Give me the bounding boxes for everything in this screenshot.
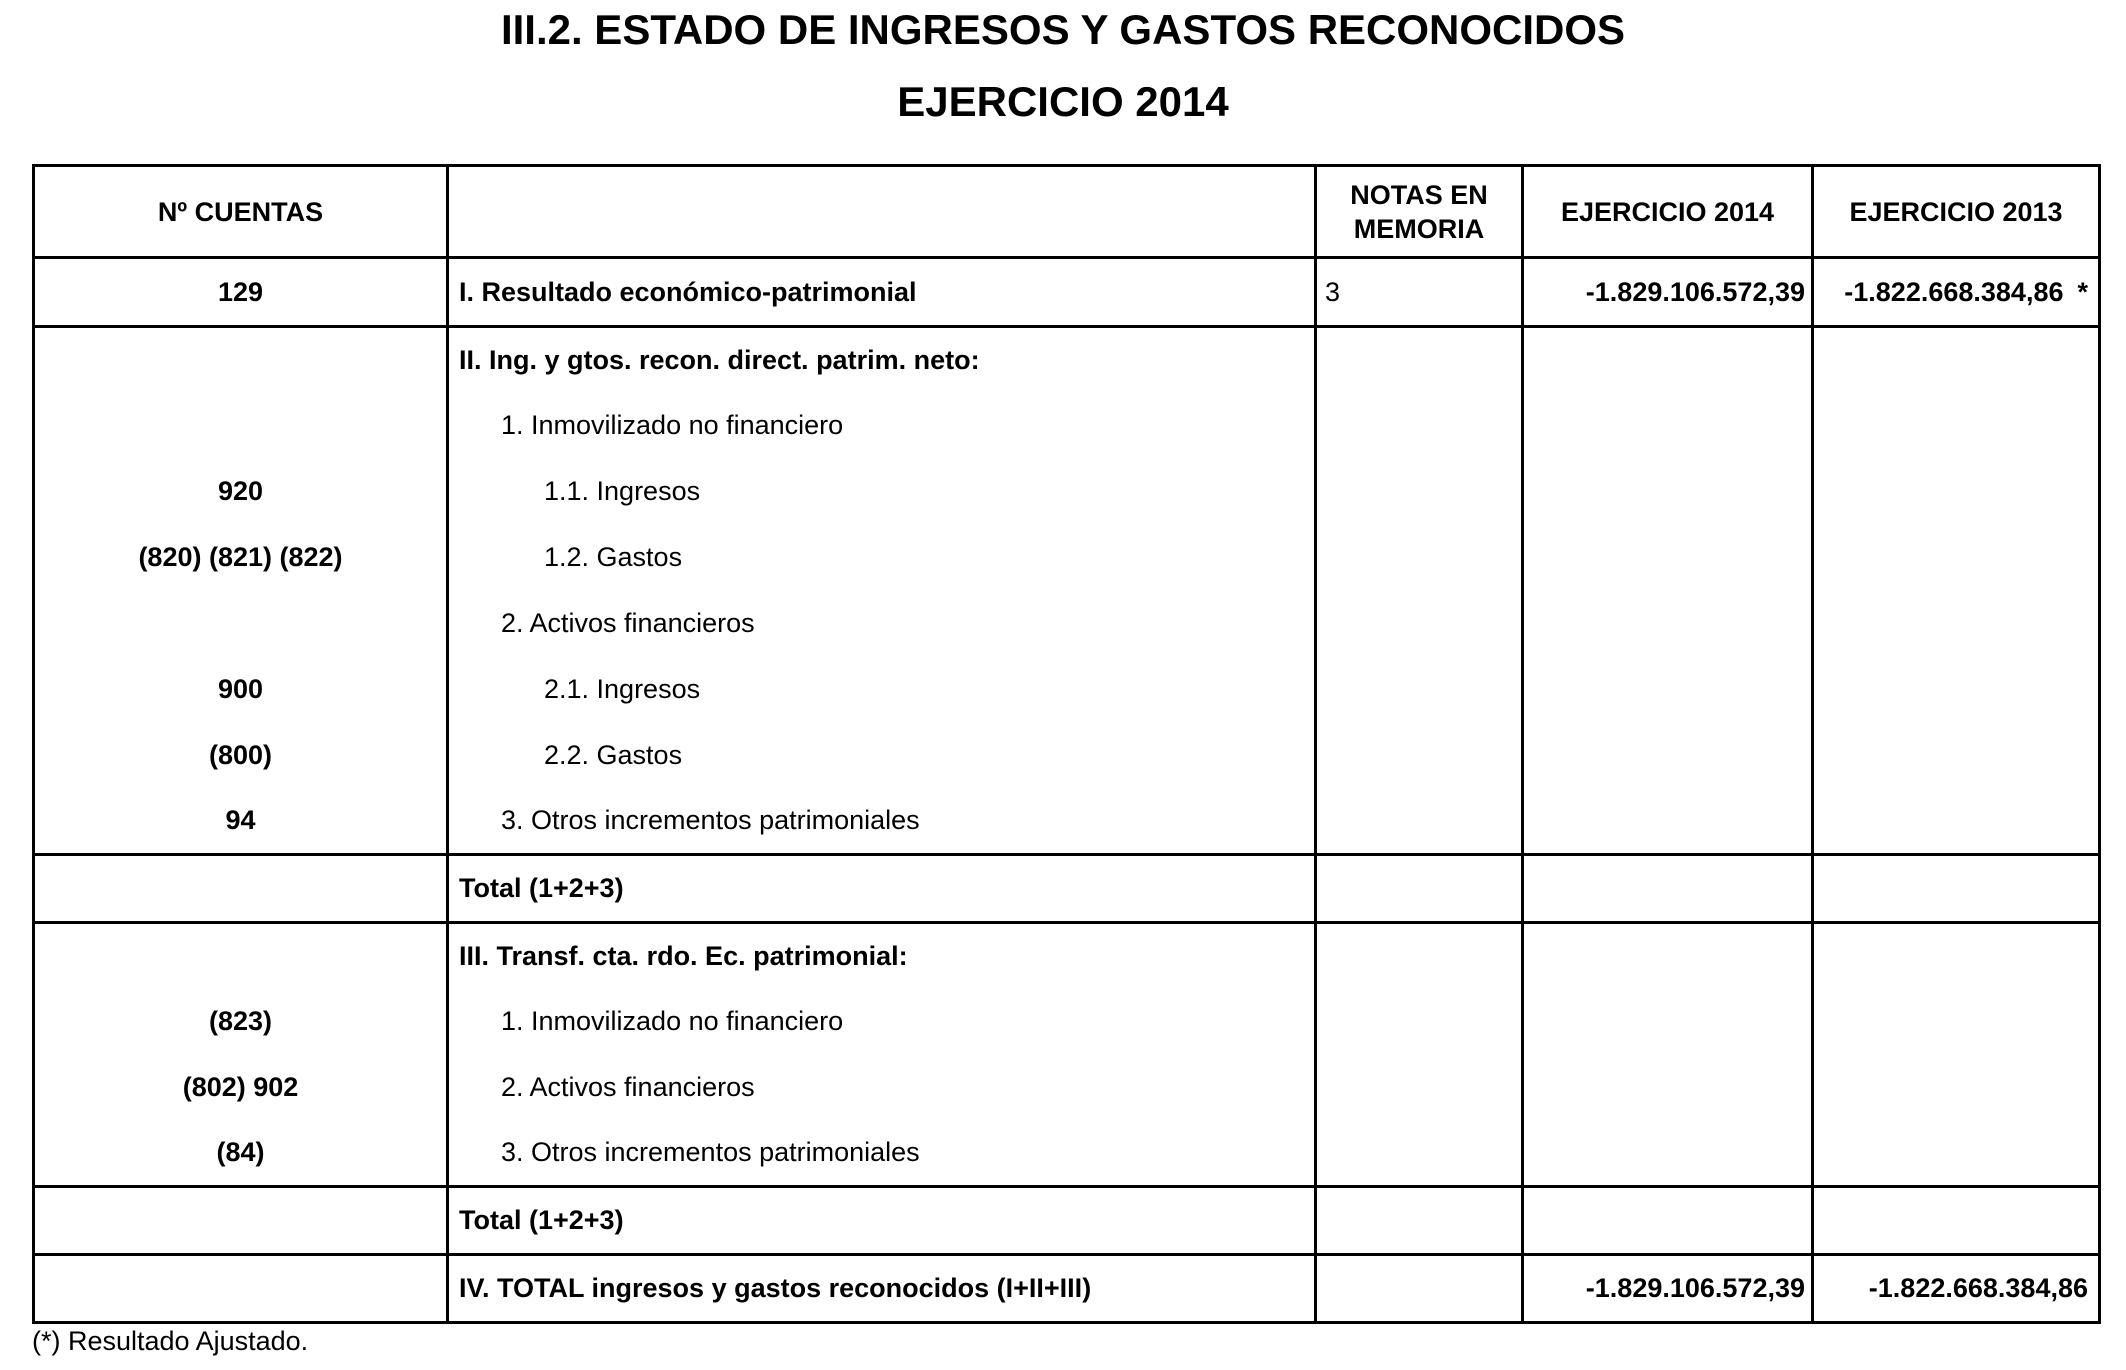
value-2014 (1523, 1121, 1813, 1187)
row-description: 2. Activos financieros (448, 591, 1316, 657)
row-description: 1. Inmovilizado no financiero (448, 393, 1316, 459)
value-2014 (1523, 723, 1813, 789)
account-code (34, 327, 448, 393)
value-2013 (1813, 1121, 2100, 1187)
account-code: (802) 902 (34, 1055, 448, 1121)
value-2013 (1813, 923, 2100, 989)
row-notes (1316, 1187, 1523, 1255)
header-notes (1316, 166, 1523, 258)
table-row (34, 393, 2100, 459)
account-code: 94 (34, 789, 448, 855)
value-2013-cell (1813, 258, 2100, 327)
table-row (34, 657, 2100, 723)
row-notes (1316, 459, 1523, 525)
table-row (34, 327, 2100, 393)
table-row (34, 723, 2100, 789)
value-2013 (1813, 657, 2100, 723)
value-2014: -1.829.106.572,39 (1523, 258, 1813, 327)
footnote: (*) Resultado Ajustado. (32, 1326, 309, 1356)
row-notes (1316, 393, 1523, 459)
value-2014 (1523, 1055, 1813, 1121)
row-notes (1316, 855, 1523, 923)
row-notes (1316, 1055, 1523, 1121)
value-2014 (1523, 525, 1813, 591)
income-expense-table (32, 164, 2101, 1324)
row-notes (1316, 591, 1523, 657)
account-code (34, 591, 448, 657)
account-code: (820) (821) (822) (34, 525, 448, 591)
row-description: II. Ing. y gtos. recon. direct. patrim. neto: (448, 327, 1316, 393)
row-notes (1316, 327, 1523, 393)
account-code (34, 393, 448, 459)
header-notes-label: NOTAS EN MEMORIA (1350, 179, 1488, 244)
row-description: 3. Otros incrementos patrimoniales (448, 1121, 1316, 1187)
table-row (34, 591, 2100, 657)
header-description (448, 166, 1316, 258)
value-2014 (1523, 1187, 1813, 1255)
table-row-total (34, 855, 2100, 923)
value-2013 (1813, 591, 2100, 657)
value-2013 (1813, 1055, 2100, 1121)
value-2014 (1523, 459, 1813, 525)
row-description: Total (1+2+3) (448, 1187, 1316, 1255)
report-subtitle: EJERCICIO 2014 (897, 78, 1229, 125)
table-header-row (34, 166, 2100, 258)
row-notes (1316, 723, 1523, 789)
row-notes (1316, 1121, 1523, 1187)
header-year-previous: EJERCICIO 2013 (1813, 166, 2100, 258)
account-code (34, 855, 448, 923)
table-row (34, 1055, 2100, 1121)
row-description: 1.1. Ingresos (448, 459, 1316, 525)
value-2013 (1813, 1187, 2100, 1255)
table-row (34, 989, 2100, 1055)
row-notes (1316, 789, 1523, 855)
value-2013 (1813, 723, 2100, 789)
table-row (34, 923, 2100, 989)
adjusted-mark: * (2077, 276, 2088, 307)
account-code (34, 1255, 448, 1323)
row-notes (1316, 989, 1523, 1055)
row-description: 1.2. Gastos (448, 525, 1316, 591)
row-description: 2. Activos financieros (448, 1055, 1316, 1121)
value-2013 (1813, 855, 2100, 923)
value-2013 (1813, 459, 2100, 525)
account-code (34, 923, 448, 989)
account-code (34, 1187, 448, 1255)
value-2014 (1523, 393, 1813, 459)
table-row (34, 525, 2100, 591)
row-description: III. Transf. cta. rdo. Ec. patrimonial: (448, 923, 1316, 989)
value-2014 (1523, 591, 1813, 657)
header-year-current: EJERCICIO 2014 (1523, 166, 1813, 258)
row-description: I. Resultado económico-patrimonial (448, 258, 1316, 327)
value-2013: -1.822.668.384,86 (1813, 1255, 2100, 1323)
account-code: (84) (34, 1121, 448, 1187)
row-notes (1316, 1255, 1523, 1323)
account-code: 129 (34, 258, 448, 327)
table-row (34, 258, 2100, 327)
value-2014 (1523, 923, 1813, 989)
value-2014 (1523, 989, 1813, 1055)
table-row (34, 789, 2100, 855)
table-row-total (34, 1187, 2100, 1255)
value-2014 (1523, 789, 1813, 855)
row-notes (1316, 525, 1523, 591)
account-code: 920 (34, 459, 448, 525)
value-2014 (1523, 855, 1813, 923)
table-row (34, 1121, 2100, 1187)
account-code: (800) (34, 723, 448, 789)
value-2014: -1.829.106.572,39 (1523, 1255, 1813, 1323)
row-notes (1316, 657, 1523, 723)
value-2013 (1813, 393, 2100, 459)
report-title: III.2. ESTADO DE INGRESOS Y GASTOS RECONOCIDOS (500, 6, 1626, 53)
value-2013 (1813, 327, 2100, 393)
row-description: IV. TOTAL ingresos y gastos reconocidos (I+II+III) (448, 1255, 1316, 1323)
value-2013 (1813, 989, 2100, 1055)
value-2013 (1813, 525, 2100, 591)
table-row-grand-total (34, 1255, 2100, 1323)
row-notes: 3 (1316, 258, 1523, 327)
table-row (34, 459, 2100, 525)
value-2014 (1523, 327, 1813, 393)
row-notes (1316, 923, 1523, 989)
value-2013: -1.822.668.384,86 (1844, 276, 2064, 307)
row-description: Total (1+2+3) (448, 855, 1316, 923)
row-description: 1. Inmovilizado no financiero (448, 989, 1316, 1055)
row-description: 3. Otros incrementos patrimoniales (448, 789, 1316, 855)
header-accounts: Nº CUENTAS (34, 166, 448, 258)
account-code: 900 (34, 657, 448, 723)
row-description: 2.2. Gastos (448, 723, 1316, 789)
value-2014 (1523, 657, 1813, 723)
row-description: 2.1. Ingresos (448, 657, 1316, 723)
value-2013 (1813, 789, 2100, 855)
account-code: (823) (34, 989, 448, 1055)
